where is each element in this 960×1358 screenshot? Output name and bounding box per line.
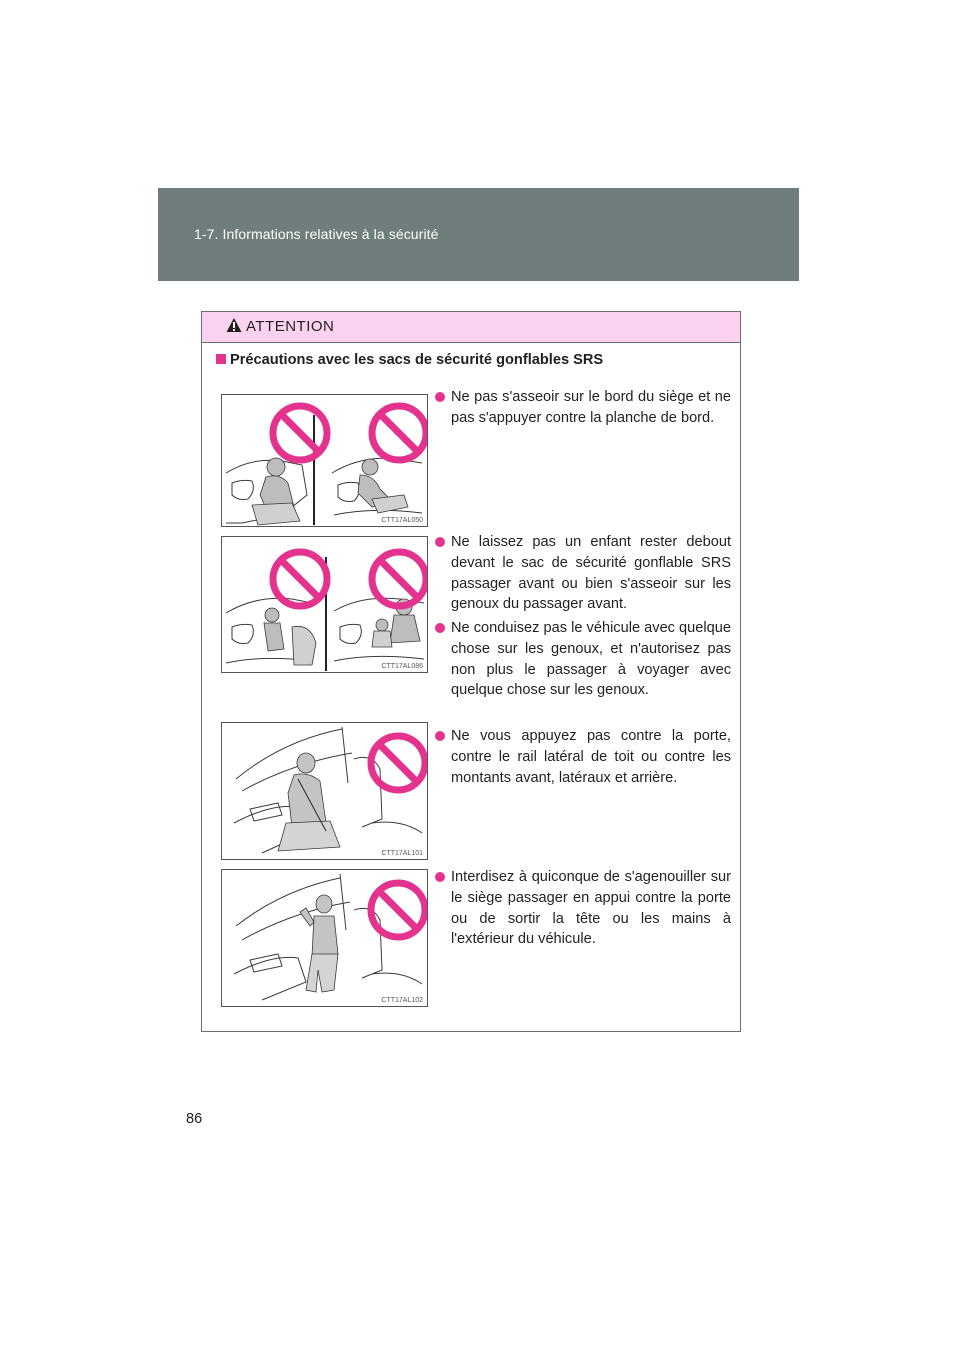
bullet-text: Ne vous appuyez pas contre la porte, contre le rail latéral de toit ou contre les montants avant, latéraux et arrière. — [451, 728, 731, 786]
round-bullet-icon — [435, 392, 445, 402]
section-title-text: Précautions avec les sacs de sécurité gonflables SRS — [230, 352, 604, 368]
figure-code: CTT17AL050 — [381, 517, 423, 524]
illustration-kneel-seat — [221, 869, 428, 1007]
bullet-text: Ne conduisez pas le véhicule avec quelque chose sur les genoux, et n'autorisez pas non plus le passager à voyager avec quelque chose sur les genoux. — [451, 620, 731, 699]
round-bullet-icon — [435, 731, 445, 741]
section-header-title: 1-7. Informations relatives à la sécurité — [194, 226, 439, 242]
round-bullet-icon — [435, 623, 445, 633]
round-bullet-icon — [435, 537, 445, 547]
illustration-lean-door — [221, 722, 428, 860]
square-bullet-icon — [216, 354, 226, 364]
bullet-text: Ne laissez pas un enfant rester debout devant le sac de sécurité gonflable SRS passager avant ou bien s'asseoir sur les genoux du passager avant. — [451, 534, 731, 613]
figure-code: CTT17AL102 — [381, 997, 423, 1004]
illustration-lean-dashboard — [221, 394, 428, 527]
caution-label: ATTENTION — [246, 318, 335, 335]
header-band — [158, 188, 799, 281]
bullet-item — [435, 726, 731, 788]
page-number: 86 — [186, 1111, 203, 1127]
lean-on-dashboard-illustration — [222, 395, 428, 527]
child-airbag-illustration — [222, 537, 428, 673]
bullet-item — [435, 387, 731, 429]
section-title — [216, 352, 603, 368]
figure-code: CTT17AL101 — [381, 850, 423, 857]
bullet-item — [435, 532, 731, 615]
bullet-text: Ne pas s'asseoir sur le bord du siège et ne pas s'appuyer contre la planche de bord. — [451, 389, 731, 426]
bullet-item — [435, 867, 731, 950]
figure-code: CTT17AL086 — [381, 663, 423, 670]
kneel-on-seat-illustration — [222, 870, 428, 1007]
caution-box — [201, 311, 741, 1032]
warning-triangle-icon — [226, 317, 242, 333]
round-bullet-icon — [435, 872, 445, 882]
bullet-text: Interdisez à quiconque de s'agenouiller sur le siège passager en appui contre la porte ou de sortir la tête ou les mains à l'extérieur du véhicule. — [451, 869, 731, 948]
illustration-child-front-seat — [221, 536, 428, 673]
caution-header — [202, 312, 740, 343]
lean-on-door-illustration — [222, 723, 428, 860]
bullet-item — [435, 618, 731, 701]
